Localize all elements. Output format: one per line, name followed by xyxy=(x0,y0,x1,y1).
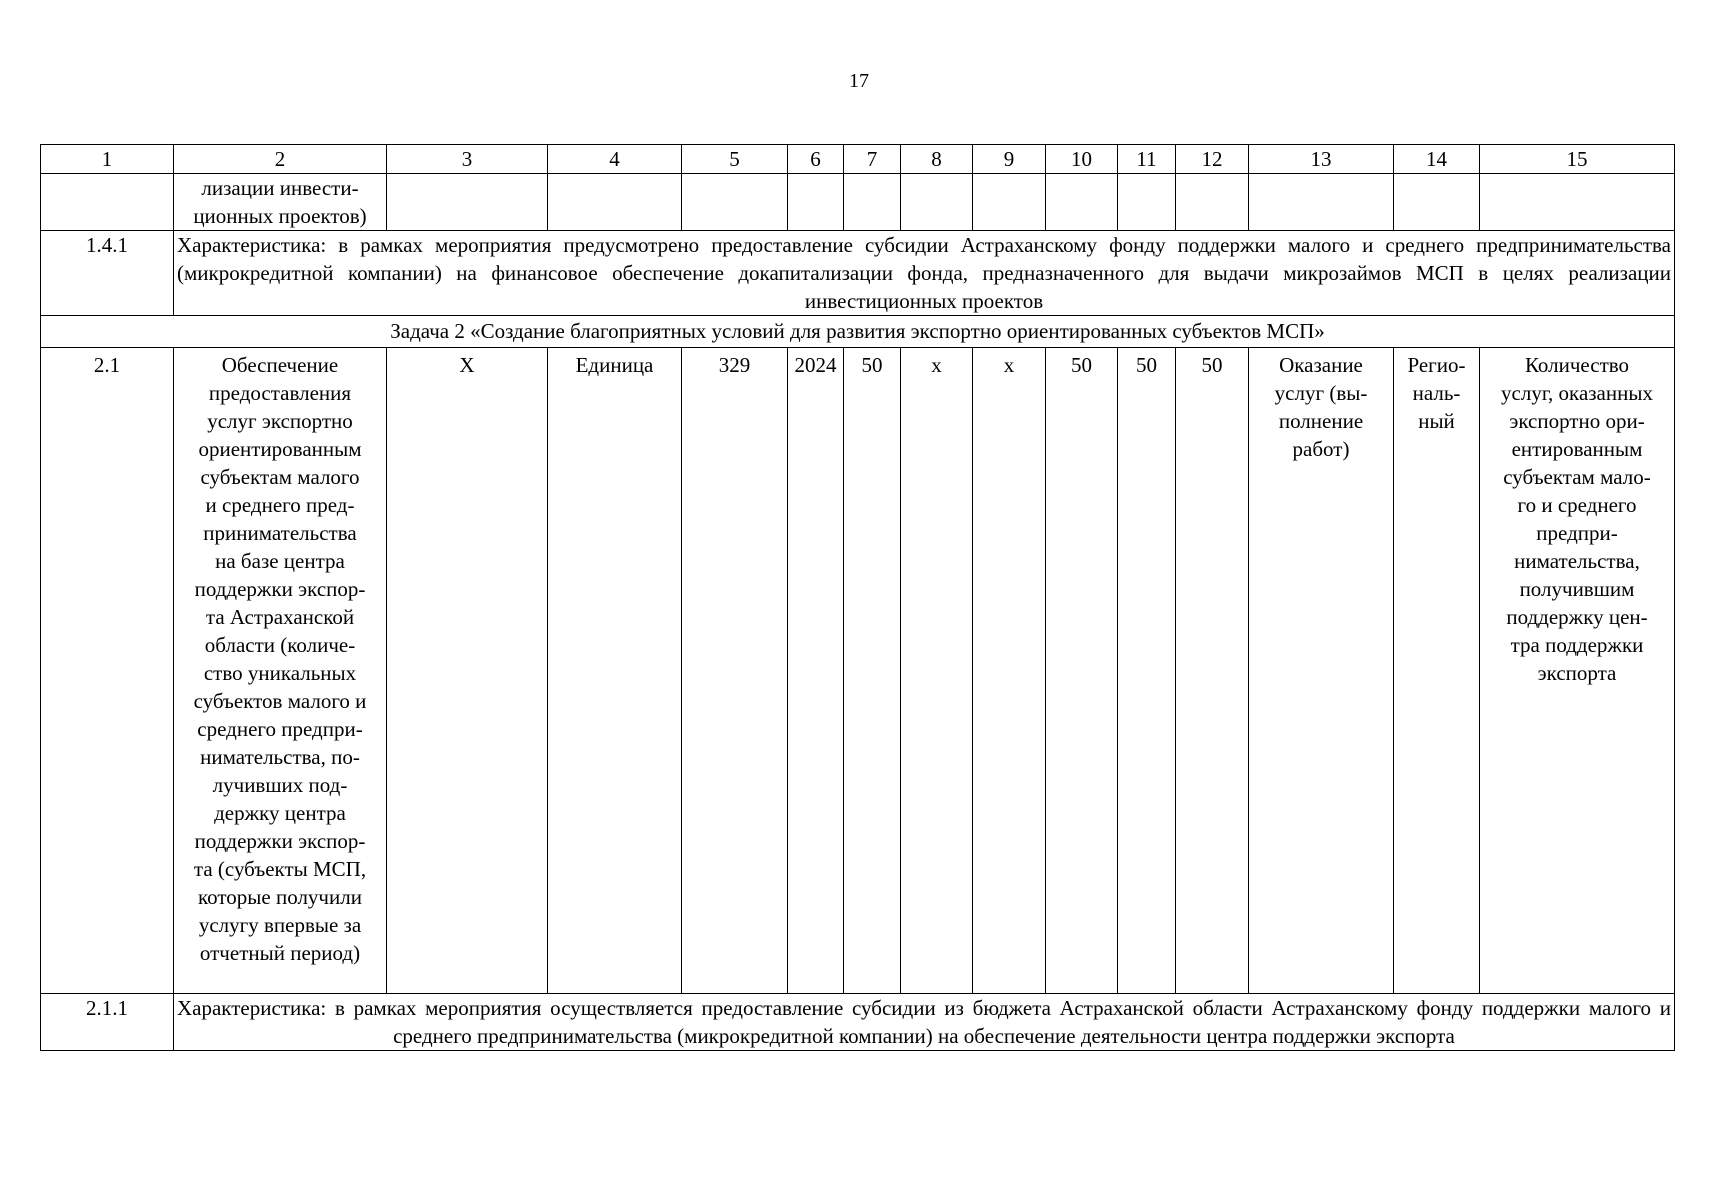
cell-empty xyxy=(41,174,174,231)
column-number: 1 xyxy=(41,145,174,174)
cell-col11: 50 xyxy=(1118,348,1176,994)
task-row xyxy=(41,316,1675,348)
cell-col10: 50 xyxy=(1046,348,1118,994)
item-number: 2.1 xyxy=(41,348,174,994)
unit-cell: Единица xyxy=(548,348,682,994)
column-number: 9 xyxy=(973,145,1046,174)
cell-empty xyxy=(901,174,973,231)
cell-empty xyxy=(1046,174,1118,231)
characteristic-text-cell xyxy=(174,231,1675,316)
cell-empty xyxy=(1249,174,1394,231)
continuation-row xyxy=(41,174,1675,231)
cell-col7: 50 xyxy=(844,348,901,994)
column-number: 8 xyxy=(901,145,973,174)
indicators-table xyxy=(40,144,1675,1051)
column-number: 4 xyxy=(548,145,682,174)
column-number-row xyxy=(41,145,1675,174)
item-number: 1.4.1 xyxy=(41,231,174,316)
page-number: 17 xyxy=(849,70,869,92)
column-number: 2 xyxy=(174,145,387,174)
column-number: 11 xyxy=(1118,145,1176,174)
cell-empty xyxy=(548,174,682,231)
task-heading: Задача 2 «Создание благоприятных условий для развития экспортно ориентированных субъектов МСП» xyxy=(41,316,1675,348)
column-number: 5 xyxy=(682,145,788,174)
type-cell: Оказание услуг (вы- полнение работ) xyxy=(1249,348,1394,994)
cell-empty xyxy=(682,174,788,231)
result-description-cell: Количество услуг, оказанных экспортно ори- ентированным субъектам мало- го и среднего предпри- нимательства, получившим поддержку цен- тра поддержки экспорта xyxy=(1480,348,1675,994)
cell-col12: 50 xyxy=(1176,348,1249,994)
column-number: 14 xyxy=(1394,145,1480,174)
cell-empty xyxy=(788,174,844,231)
characteristic-text-cell xyxy=(174,994,1675,1051)
cell-col9: х xyxy=(973,348,1046,994)
cell-empty xyxy=(1480,174,1675,231)
cell-empty xyxy=(973,174,1046,231)
item-number: 2.1.1 xyxy=(41,994,174,1051)
indicator-name: Обеспечение предоставления услуг экспортно ориентированным субъектам малого и среднего пред- принимательства на базе центра поддержки экспор- та Астраханской области (количе- ство уникальных субъектов малого и среднего предпри- нимательства, по- лучивших под- держку центра поддержки экспор- та (субъекты МСП, которые получили услугу впервые за отчетный период) xyxy=(174,348,387,994)
characteristic-row xyxy=(41,231,1675,316)
column-number: 10 xyxy=(1046,145,1118,174)
indicator-row xyxy=(41,348,1675,994)
column-number: 7 xyxy=(844,145,901,174)
column-number: 12 xyxy=(1176,145,1249,174)
characteristic-row xyxy=(41,994,1675,1051)
level-cell: Регио- наль- ный xyxy=(1394,348,1480,994)
continued-text-cell: лизации инвести- ционных проектов) xyxy=(174,174,387,231)
cell-empty xyxy=(1394,174,1480,231)
year-cell: 2024 xyxy=(788,348,844,994)
column-number: 6 xyxy=(788,145,844,174)
cell-col5: 329 xyxy=(682,348,788,994)
column-number: 13 xyxy=(1249,145,1394,174)
characteristic-text: Характеристика: в рамках мероприятия осуществляется предоставление субсидии из бюджета Астраханской области Астраханскому фонду поддержки малого и среднего предпринимательства (микрокредитной компании) на обеспечение деятельности центра поддержки экспорта xyxy=(177,996,1671,1048)
characteristic-text: Характеристика: в рамках мероприятия предусмотрено предоставление субсидии Астраханскому фонду поддержки малого и среднего предпринимательства (микрокредитной компании) на финансовое обеспечение докапитализации фонда, предназначенного для выдачи микрозаймов МСП в целях реализации инвестиционных проектов xyxy=(177,233,1671,313)
cell-col8: х xyxy=(901,348,973,994)
column-number: 3 xyxy=(387,145,548,174)
cell-col3: X xyxy=(387,348,548,994)
cell-empty xyxy=(1118,174,1176,231)
cell-empty xyxy=(844,174,901,231)
column-number: 15 xyxy=(1480,145,1675,174)
cell-empty xyxy=(387,174,548,231)
cell-empty xyxy=(1176,174,1249,231)
